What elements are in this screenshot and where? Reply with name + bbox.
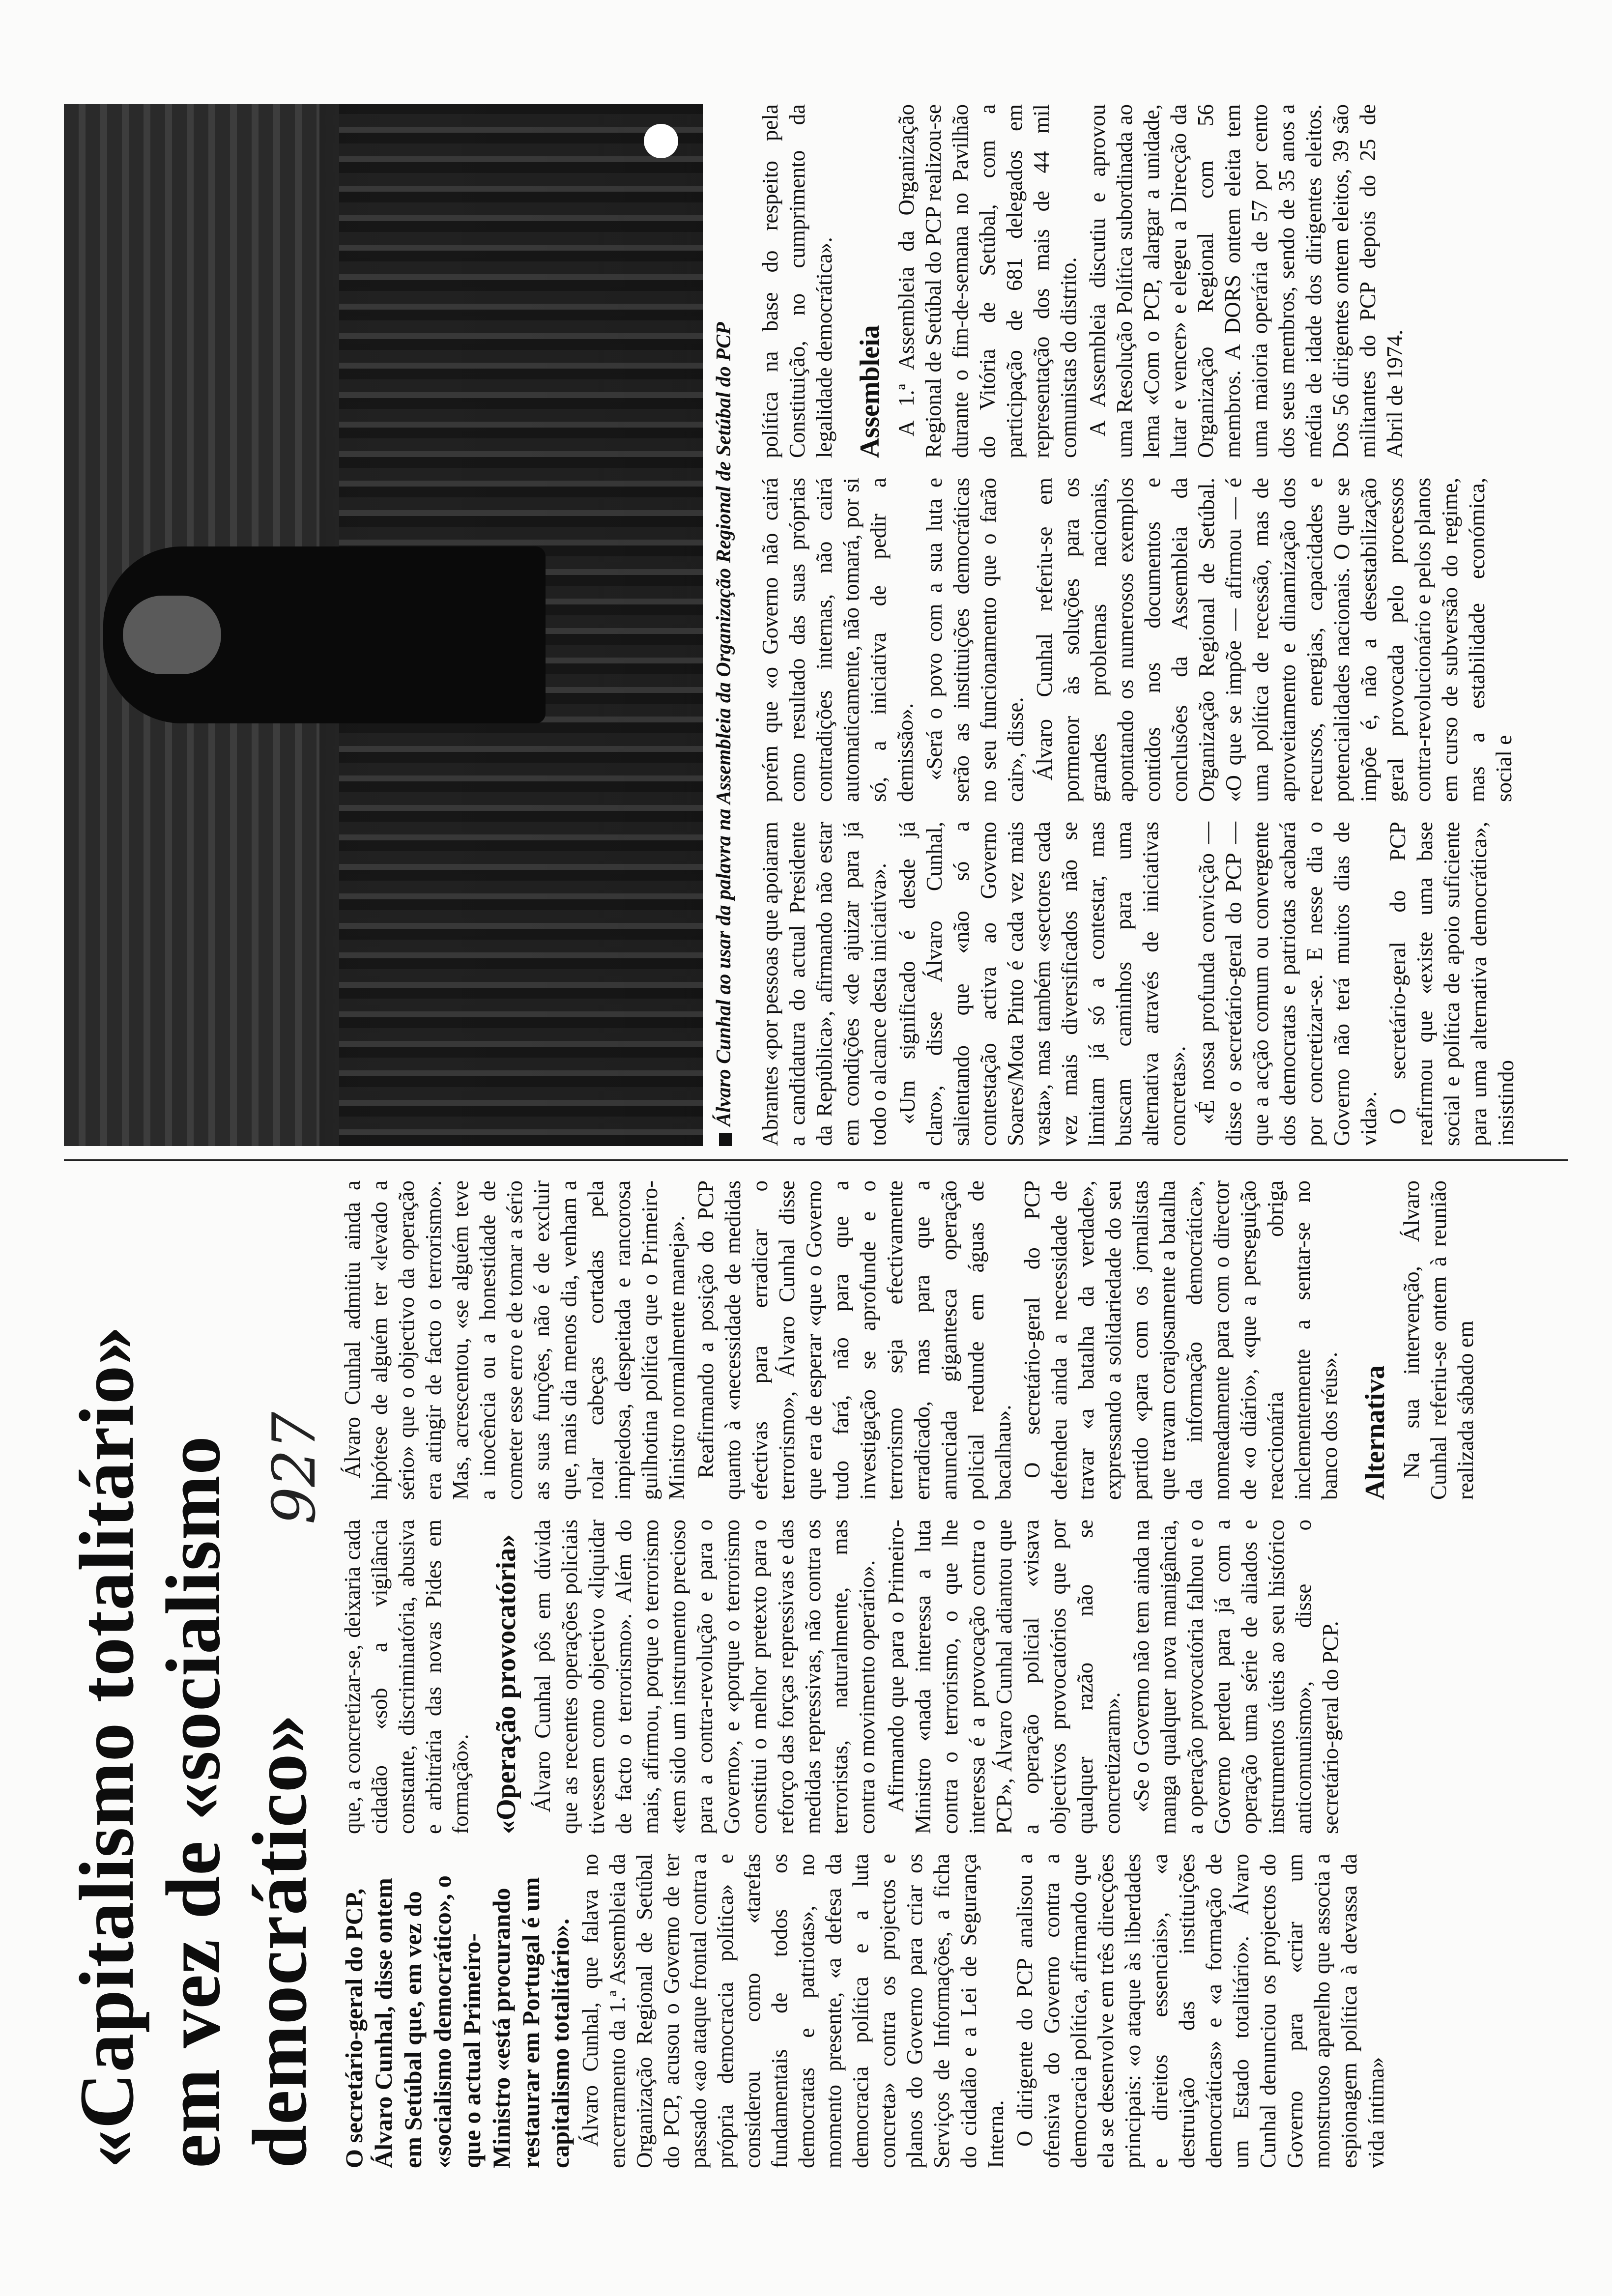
paragraph: A 1.ª Assembleia da Organização Regional de Setúbal do PCP realizou-se durante o fim-de-semana no Pavilhão do Vitória de Setúbal, com a participação de 681 delegados em representação dos mais de 44 mil comunistas do distrito. xyxy=(894,104,1081,458)
paragraph: O secretário-geral do PCP defendeu ainda a necessidade de travar «a batalha da verdade», expressando a solidariedade do seu partido «para com os jornalistas que travam corajosamente a batalha da informação democrática», nomeadamente para com o director de «o diário», «que a perseguição reaccionária obriga inclementemente a sentar-se no banco dos réus». xyxy=(1020,1180,1342,1500)
paragraph: A Assembleia discutiu e aprovou uma Resolução Política subordinada ao lema «Com o PCP, alargar a unidade, lutar e vencer» e elegeu a Direcção da Organização Regional com 56 membros. A DORS ontem eleita tem uma maioria operária de 57 por cento dos seus membros, sendo de 35 anos a média de idade dos dirigentes eleitos. Dos 56 dirigentes ontem eleitos, 39 são militantes do PCP depois do 25 de Abril de 1974. xyxy=(1085,104,1407,458)
column-rule xyxy=(64,1159,1568,1161)
photo-highlight xyxy=(644,124,678,158)
paragraph: porém que «o Governo não cairá como resultado das suas próprias contradições internas, não cairá automaticamente, não tomará, por si só, a iniciativa de pedir a demissão». xyxy=(758,478,918,802)
paragraph: «Um significado é desde já claro», disse Álvaro Cunhal, salientando que «não só a contestação activa ao Governo Soares/Mota Pinto é cada vez mais vasta», mas também «sectores cada vez mais diversificados não se limitam já só a contestar, mas buscam caminhos para uma alternativa através de iniciativas concretas». xyxy=(895,822,1190,1146)
photo xyxy=(64,104,703,1146)
paragraph: Álvaro Cunhal, que falava no encerramento da 1.ª Assembleia da Organização Regional de Setúbal do PCP, acusou o Governo de ter passado «ao ataque frontal contra a própria democracia política» e considerou como «tarefas fundamentais de todos os democratas e patriotas», no momento presente, «a defesa da democracia política e a luta concreta» contra os projectos e planos do Governo para criar os Serviços de Informações, a ficha do cidadão e a Lei de Segurança Interna. xyxy=(578,1854,1008,2168)
column-1 xyxy=(339,1854,1392,2168)
column-5 xyxy=(757,478,1520,802)
headline-line: «Capitalismo totalitário» xyxy=(64,1325,150,2168)
column-2 xyxy=(339,1520,1346,1834)
subheading: «Operação provocatória» xyxy=(491,1534,521,1834)
column-3 xyxy=(339,1180,1481,1500)
paragraph: Álvaro Cunhal admitiu ainda a hipótese de alguém ter «levado a sério» que o objectivo da operação era atingir de facto o terrorismo». Mas, acrescentou, «se alguém teve a inocência ou a honestidade de cometer esse erro e de tomar a sério as suas funções, não é de excluir que, mais dia menos dia, venham a rolar cabeças cortadas pela impiedosa, despeitada e rancorosa guilhotina política que o Primeiro-Ministro normalmente maneja». xyxy=(340,1180,689,1500)
handwritten-note: 927 xyxy=(260,1411,329,1524)
paragraph: que, a concretizar-se, deixaria cada cidadão «sob a vigilância constante, discriminatória, abusiva e arbitrária das novas Pides em formação». xyxy=(340,1520,473,1834)
column-6 xyxy=(757,104,1410,458)
caption-bullet-icon xyxy=(719,1133,732,1146)
headline-line: democrático» xyxy=(237,1714,323,2168)
paragraph: Na sua intervenção, Álvaro Cunhal referiu-se ontem à reunião realizada sábado em xyxy=(1399,1180,1478,1500)
paragraph: «Se o Governo não tem ainda na manga qualquer nova manigância, a operação provocatória falhou e o Governo perdeu para já com a operação uma série de aliados e instrumentos úteis ao seu histórico anticomunismo», disse o secretário-geral do PCP. xyxy=(1129,1520,1343,1834)
headline xyxy=(64,1136,323,2168)
paragraph: «Será o povo com a sua luta e serão as instituições democráticas no seu funcionamento que o farão cair», disse. xyxy=(922,478,1028,802)
subheading: Assembleia xyxy=(855,325,885,458)
photo-caption xyxy=(712,104,736,1146)
paragraph: Álvaro Cunhal pôs em dúvida que as recentes operações policiais tivessem como objectivo «liquidar de facto o terrorismo». Além do mais, afirmou, porque o terrorismo «tem sido um instrumento precioso para a contra-revolução e para o Governo», e «porque o terrorismo constitui o melhor pretexto para o reforço das forças repressivas e das medidas repressivas, não contra os terroristas, naturalmente, mas contra o movimento operário». xyxy=(530,1520,879,1834)
subheading: Alternativa xyxy=(1360,1365,1390,1500)
column-4 xyxy=(757,822,1522,1146)
caption-text: Álvaro Cunhal ao usar da palavra na Assembleia da Organização Regional de Setúbal do PCP xyxy=(713,322,735,1126)
paragraph: «É nossa profunda convicção — disse o secretário-geral do PCP — que a acção comum ou convergente dos democratas e patriotas acabará por concretizar-se. E nesse dia o Governo não terá muitos dias de vida». xyxy=(1194,822,1381,1146)
paragraph: Álvaro Cunhal referiu-se em pormenor às soluções para os grandes problemas nacionais, apontando os numerosos exemplos contidos nos documentos e conclusões da Assembleia da Organização Regional de Setúbal. «O que se impõe — afirmou — é uma política de recessão, mas de aproveitamento e dinamização dos recursos, energias, capacidades e potencialidades nacionais. O que se impõe é, não a desestabilização geral provocada pelo processos contra-revolucionário e pelos planos em curso de subversão do regime, mas a estabilidade económica, social e xyxy=(1032,478,1516,802)
paragraph: Abrantes «por pessoas que apoiaram a candidatura do actual Presidente da República», afirmando não estar em condições «de ajuizar para já todo o alcance desta iniciativa». xyxy=(758,822,891,1146)
paragraph: O dirigente do PCP analisou a ofensiva do Governo contra a democracia política, afirmando que ela se desenvolve em três direcções principais: «o ataque às liberdades e direitos essenciais», «a destruição das instituições democráticas» e «a formação de um Estado totalitário». Álvaro Cunhal denunciou os projectos do Governo para «criar um monstruoso aparelho que associa a espionagem política à devassa da vida íntima» xyxy=(1012,1854,1388,2168)
photo-speaker xyxy=(103,546,546,723)
paragraph: Afirmando que para o Primeiro-Ministro «nada interessa a luta contra o terrorismo, o que lhe interessa é a provocação contra o PCP», Álvaro Cunhal adiantou que a operação policial «visava objectivos provocatórios que por qualquer razão não se concretizaram». xyxy=(884,1520,1124,1834)
headline-line: em vez de «socialismo xyxy=(150,1435,236,2168)
paragraph: Reafirmando a posição do PCP quanto à «necessidade de medidas efectivas para erradicar o terrorismo», Álvaro Cunhal disse que era de esperar «que o Governo tudo fará, não para que a investigação se aprofunde e o terrorismo seja efectivamente erradicado, mas para que a anunciada gigantesca operação policial redunde em águas de bacalhau». xyxy=(693,1180,1015,1500)
paragraph: O secretário-geral do PCP reafirmou que «existe uma base social e política de apoio suficiente para uma alternativa democrática», insistindo xyxy=(1385,822,1518,1146)
paragraph: política na base do respeito pela Constituição, no cumprimento da legalidade democrática». xyxy=(758,104,836,458)
lead-paragraph: O secretário-geral do PCP, Álvaro Cunhal, disse ontem em Setúbal que, em vez do «socialismo democrático», o que o actual Primeiro-Ministro «está procurando restaurar em Portugal é um capitalismo totalitário». xyxy=(340,1875,574,2168)
